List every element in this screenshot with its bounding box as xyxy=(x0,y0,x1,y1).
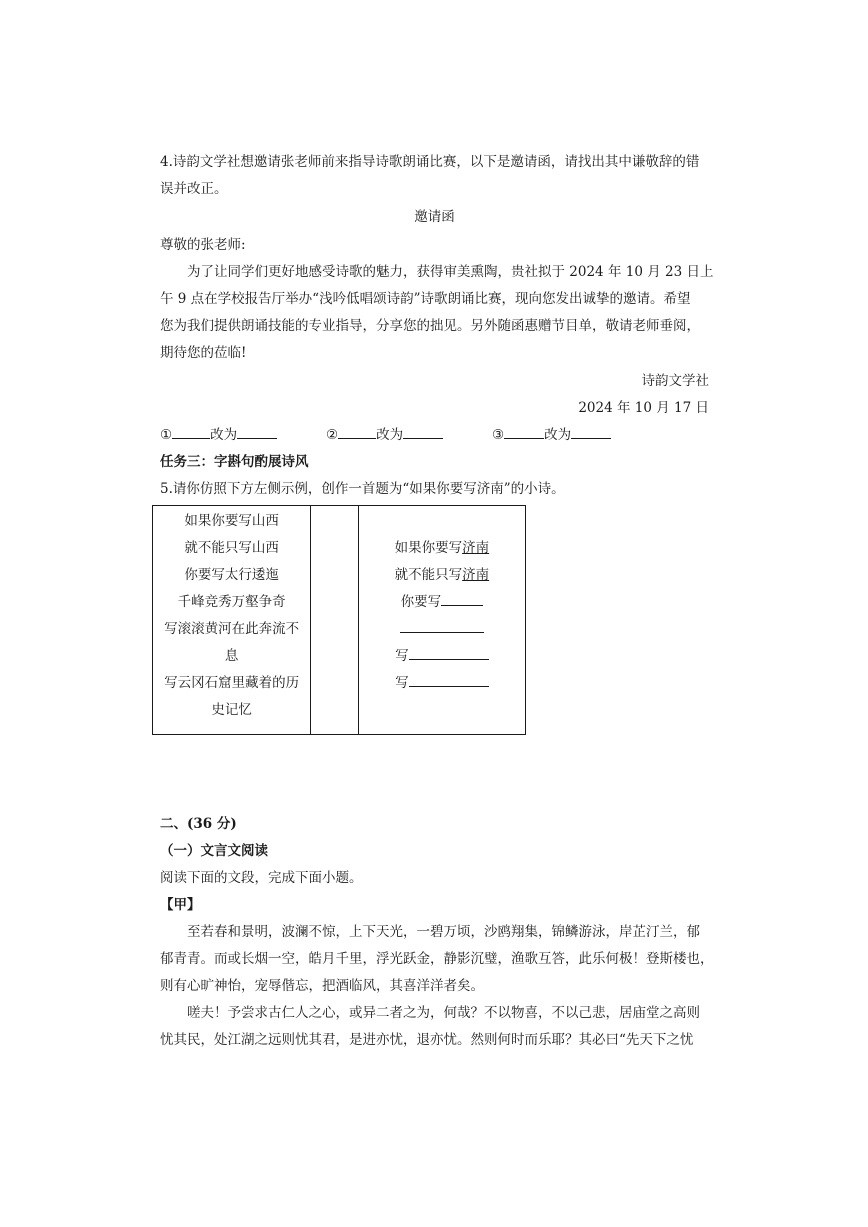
section2-heading: 二、(36 分) xyxy=(160,816,237,832)
task3-heading: 任务三：字斟句酌展诗风 xyxy=(160,454,309,470)
passage-jia-label: 【甲】 xyxy=(160,897,201,913)
letter-body-line1: 为了让同学们更好地感受诗歌的魅力，获得审美熏陶，贵社拟于 2024 年 10 月 23 日上 xyxy=(187,264,714,280)
example-line: 如果你要写山西 xyxy=(184,513,279,529)
answer-line-1: 如果你要写济南 xyxy=(394,540,490,556)
example-line: 你要写太行逶迤 xyxy=(184,567,279,583)
fill-blank[interactable] xyxy=(338,426,376,439)
example-line: 息 xyxy=(224,648,239,664)
example-line: 写云冈石窟里藏着的历 xyxy=(164,675,300,691)
answer-line-4 xyxy=(359,620,525,638)
answer-line-6: 写 xyxy=(359,674,525,692)
answer-blank[interactable] xyxy=(409,647,489,660)
fill-blank[interactable] xyxy=(237,426,277,439)
fill-blank[interactable] xyxy=(403,426,443,439)
spacer-cell xyxy=(311,506,358,735)
q4-prompt-line1: 4.诗韵文学社想邀请张老师前来指导诗歌朗诵比赛，以下是邀请函，请找出其中谦敬辞的错 xyxy=(160,154,700,170)
fill-item-1 xyxy=(160,426,277,444)
underlined-word: 济南 xyxy=(462,540,490,556)
letter-body-line4: 期待您的莅临! xyxy=(160,345,247,361)
answer-poem-cell xyxy=(358,506,525,735)
answer-blank[interactable] xyxy=(441,593,483,606)
example-line: 千峰竞秀万壑争奇 xyxy=(177,594,286,610)
example-line: 写滚滚黄河在此奔流不 xyxy=(164,621,300,637)
letter-body-line2: 午 9 点在学校报告厅举办“浅吟低唱颂诗韵”诗歌朗诵比赛，现向您发出诚挚的邀请。希望 xyxy=(160,291,691,307)
fill-number: ② xyxy=(326,427,339,443)
answer-line-2: 就不能只写济南 xyxy=(394,567,490,583)
letter-signature: 诗韵文学社 xyxy=(641,373,709,389)
answer-blank[interactable] xyxy=(400,620,484,633)
fill-label: 改为 xyxy=(210,427,238,443)
section2-instruction: 阅读下面的文段，完成下面小题。 xyxy=(160,870,363,886)
poem-table xyxy=(152,505,526,735)
letter-title: 邀请函 xyxy=(414,209,455,225)
passage-para1-line1: 至若春和景明，波澜不惊，上下天光，一碧万顷，沙鸥翔集，锦鳞游泳，岸芷汀兰，郁 xyxy=(187,924,700,940)
fill-blank[interactable] xyxy=(504,426,544,439)
fill-item-3 xyxy=(492,426,611,444)
passage-para1-line3: 则有心旷神怡，宠辱偕忘，把酒临风，其喜洋洋者矣。 xyxy=(160,978,484,994)
answer-line-3: 你要写 xyxy=(359,593,525,611)
answer-line-5: 写 xyxy=(359,647,525,665)
answer-blank[interactable] xyxy=(409,674,489,687)
section2-subheading: （一）文言文阅读 xyxy=(160,843,268,859)
letter-date: 2024 年 10 月 17 日 xyxy=(578,400,709,416)
q5-prompt: 5.请你仿照下方左侧示例，创作一首题为“如果你要写济南”的小诗。 xyxy=(160,481,565,497)
letter-greeting: 尊敬的张老师: xyxy=(160,237,246,253)
passage-para2-line2: 忧其民，处江湖之远则忧其君，是进亦忧，退亦忧。然则何时而乐耶？其必曰“先天下之忧 xyxy=(160,1032,694,1048)
example-poem-cell xyxy=(153,506,311,735)
fill-number: ① xyxy=(160,427,173,443)
letter-body-line3: 您为我们提供朗诵技能的专业指导，分享您的拙见。另外随函惠赠节目单，敬请老师垂阅， xyxy=(160,318,700,334)
fill-label: 改为 xyxy=(376,427,404,443)
fill-blank[interactable] xyxy=(571,426,611,439)
fill-blank[interactable] xyxy=(172,426,210,439)
example-line: 就不能只写山西 xyxy=(184,540,279,556)
q4-prompt-line2: 误并改正。 xyxy=(160,181,228,197)
passage-para1-line2: 郁青青。而或长烟一空，皓月千里，浮光跃金，静影沉璧，渔歌互答，此乐何极！登斯楼也， xyxy=(160,951,714,967)
example-line: 史记忆 xyxy=(211,702,252,718)
passage-para2-line1: 嗟夫！予尝求古仁人之心，或异二者之为，何哉？不以物喜，不以己悲，居庙堂之高则 xyxy=(187,1005,700,1021)
fill-label: 改为 xyxy=(544,427,572,443)
underlined-word: 济南 xyxy=(462,567,490,583)
fill-number: ③ xyxy=(492,427,505,443)
fill-item-2 xyxy=(326,426,443,444)
